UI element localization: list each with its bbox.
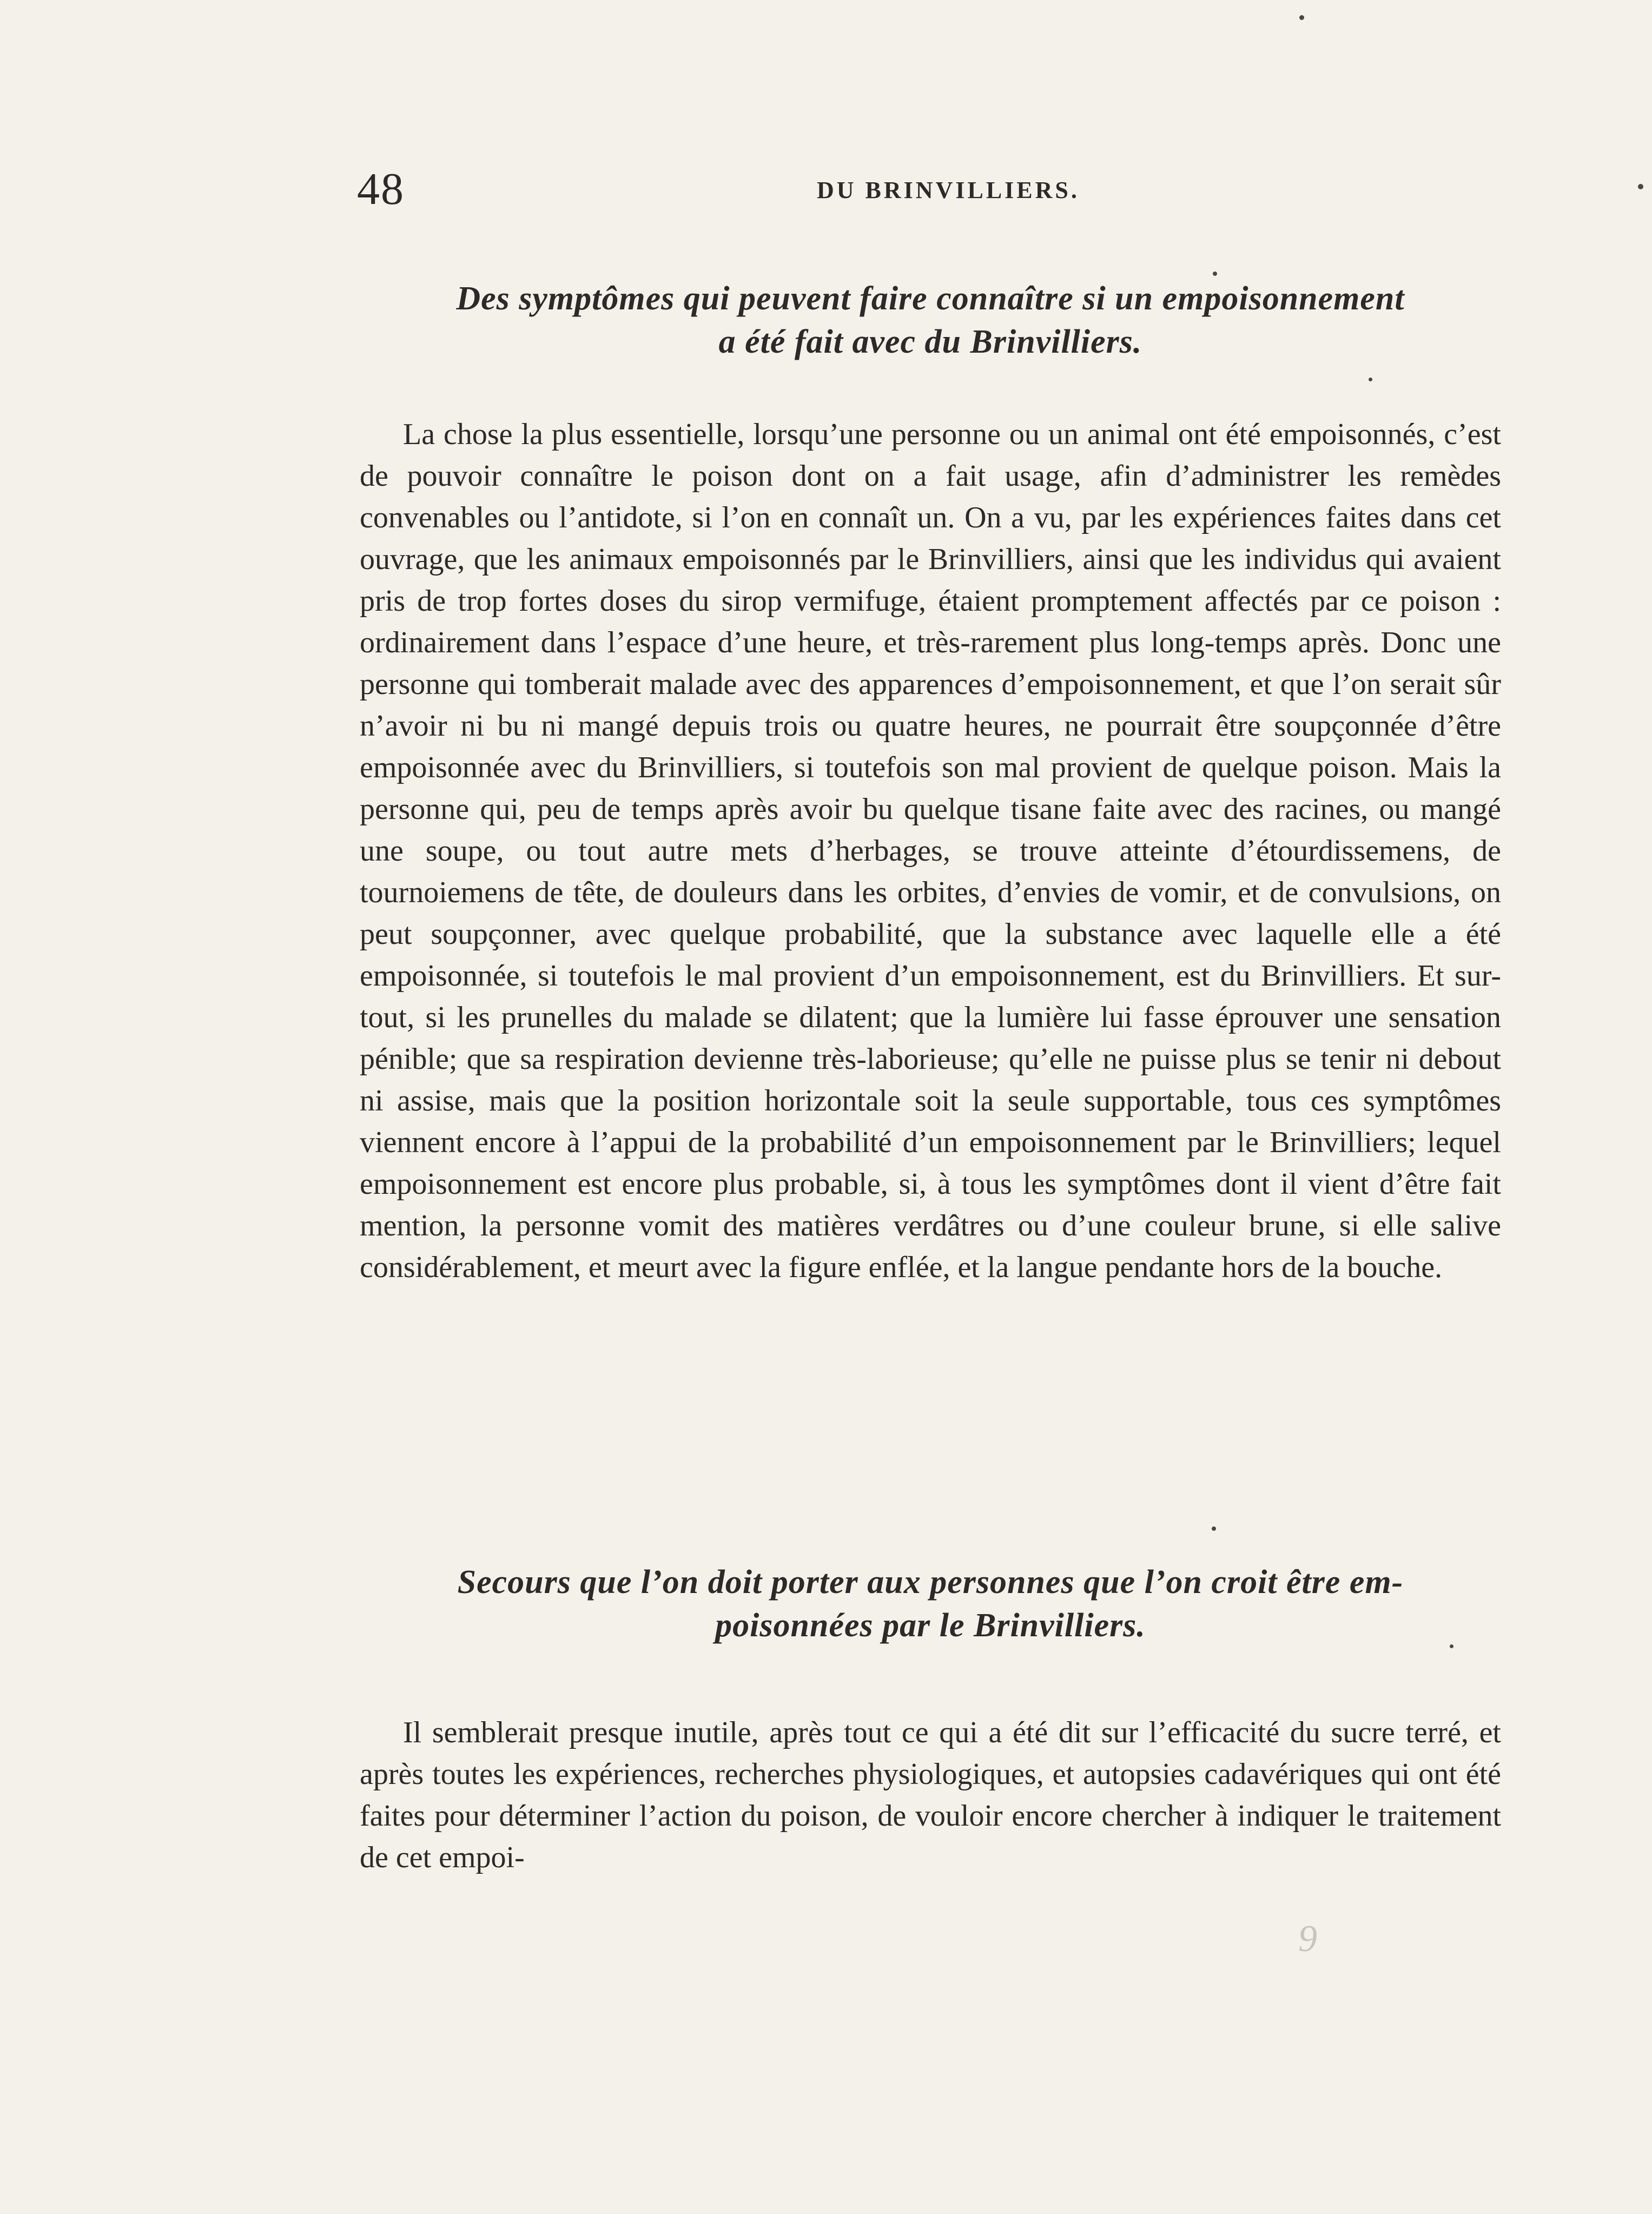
- paper-speck: [1299, 15, 1304, 20]
- section-1-heading-line-2: a été fait avec du Brinvilliers.: [718, 323, 1142, 360]
- paper-speck: [1450, 1644, 1453, 1648]
- section-1-heading-block: [360, 277, 1501, 364]
- section-1-heading-line-1: Des symptômes qui peuvent faire connaître si un empoisonnement: [456, 280, 1405, 317]
- section-1-paragraph: La chose la plus essentielle, lorsqu’une personne ou un animal ont été empoisonnés, c’est de pouvoir connaître le poison dont on a fait usage, afin d’administrer les remèdes convenables ou l’antidote, si l’on en connaît un. On a vu, par les expériences faites dans cet ouvrage, que les animaux empoisonnés par le Brinvilliers, ainsi que les individus qui avaient pris de trop fortes doses du sirop vermifuge, étaient promptement affectés par ce poison : ordinairement dans l’espace d’une heure, et très-rarement plus long-temps après. Donc une personne qui tomberait malade avec des apparences d’empoisonnement, et que l’on serait sûr n’avoir ni bu ni mangé depuis trois ou quatre heures, ne pourrait être soupçonnée d’être empoisonnée avec du Brinvilliers, si toutefois son mal provient de quelque poison. Mais la personne qui, peu de temps après avoir bu quelque tisane faite avec des racines, ou mangé une soupe, ou tout autre mets d’herbages, se trouve atteinte d’étourdissemens, de tournoiemens de tête, de douleurs dans les orbites, d’envies de vomir, et de convulsions, on peut soupçonner, avec quelque probabilité, que la substance avec laquelle elle a été empoisonnée, si toutefois le mal provient d’un empoisonnement, est du Brinvilliers. Et sur-tout, si les prunelles du malade se dilatent; que la lumière lui fasse éprouver une sensation pénible; que sa respiration devienne très-laborieuse; qu’elle ne puisse plus se tenir ni debout ni assise, mais que la position horizontale soit la seule supportable, tous ces symptômes viennent encore à l’appui de la probabilité d’un empoisonnement par le Brinvilliers; lequel empoisonnement est encore plus probable, si, à tous les symptômes dont il vient d’être fait mention, la personne vomit des matières verdâtres ou d’une couleur brune, si elle salive considérablement, et meurt avec la figure enflée, et la langue pendante hors de la bouche.: [360, 418, 1501, 1284]
- section-2-heading-line-2: poisonnées par le Brinvilliers.: [715, 1607, 1146, 1644]
- section-2-heading: [360, 1561, 1501, 1647]
- paper-speck: [1213, 272, 1217, 276]
- paper-speck: [1212, 1526, 1216, 1531]
- pencil-mark: 9: [1298, 1918, 1317, 1960]
- section-2-heading-line-1: Secours que l’on doit porter aux personnes que l’on croit être em-: [457, 1564, 1404, 1601]
- section-1-body-block: [360, 414, 1501, 1288]
- paper-speck: [1638, 184, 1643, 189]
- running-head: [357, 160, 1504, 219]
- section-2-heading-block: [360, 1561, 1501, 1647]
- section-2-paragraph: Il semblerait presque inutile, après tout ce qui a été dit sur l’efficacité du sucre terré, et après toutes les expériences, recherches physiologiques, et autopsies cadavériques qui ont été faites pour déterminer l’action du poison, de vouloir encore chercher à indiquer le traitement de cet empoi-: [360, 1716, 1501, 1874]
- paper-speck: [1369, 378, 1372, 381]
- section-2-body-block: [360, 1712, 1501, 1879]
- section-1-heading: [360, 277, 1501, 364]
- page-number: 48: [357, 164, 405, 214]
- running-title: DU BRINVILLIERS.: [817, 177, 1080, 203]
